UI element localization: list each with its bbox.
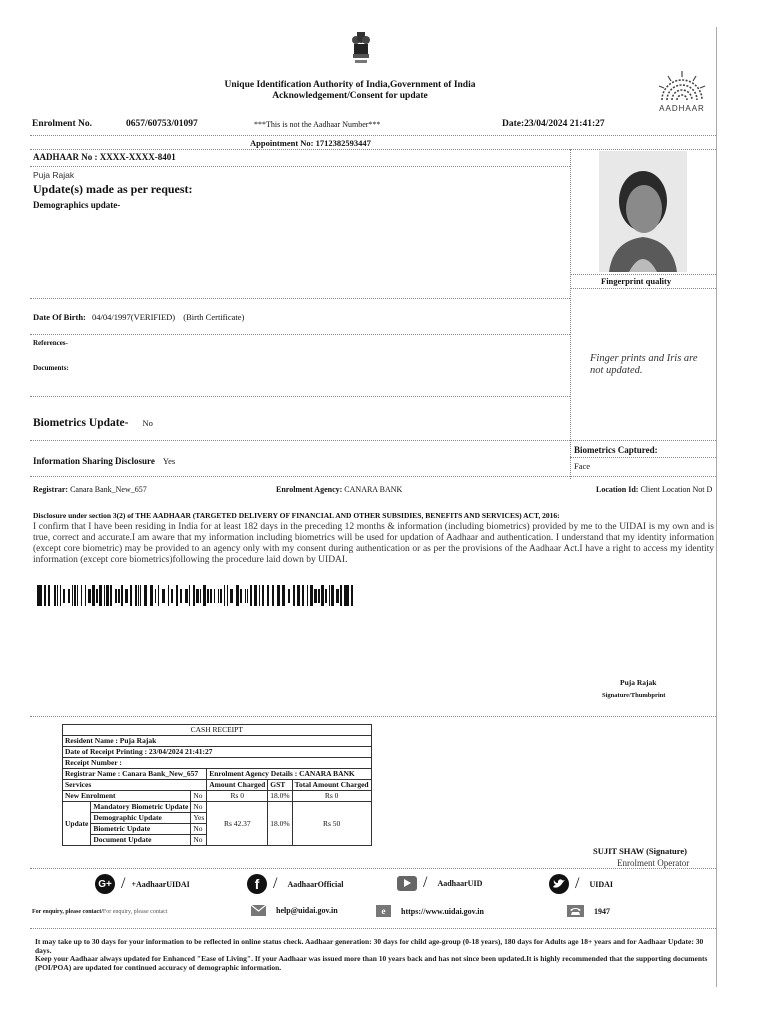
info-sharing-value: Yes: [162, 456, 176, 466]
signature-label: Signature/Thumbprint: [602, 692, 666, 699]
receipt-date: Date of Receipt Printing : 23/04/2024 21:41:27: [63, 747, 372, 758]
dob-label: Date Of Birth:: [33, 312, 86, 322]
biometrics-update-label: Biometrics Update-: [33, 417, 129, 429]
new-enrolment-flag: No: [191, 791, 207, 802]
document-title: Acknowledgement/Consent for update: [272, 91, 428, 101]
dob-value: 04/04/1997(VERIFIED): [92, 312, 176, 322]
location-label: Location Id:: [596, 485, 639, 494]
enrolment-date: Date:23/04/2024 21:41:27: [502, 119, 605, 129]
twitter-icon[interactable]: [549, 874, 569, 894]
enrolment-number: 0657/60753/01097: [126, 119, 198, 129]
biometrics-update-value: No: [142, 418, 153, 428]
biometrics-captured-label: Biometrics Captured:: [574, 445, 658, 455]
email-link[interactable]: help@uidai.gov.in: [276, 906, 338, 915]
fingerprint-note: Finger prints and Iris are not updated.: [590, 353, 698, 376]
update-row-flag: Yes: [191, 813, 207, 824]
update-row-name: Mandatory Biometric Update: [91, 802, 191, 813]
not-aadhaar-note: ***This is not the Aadhaar Number***: [254, 120, 381, 129]
update-row-flag: No: [191, 835, 207, 846]
demographics-update: Demographics update-: [33, 200, 121, 210]
facebook-handle[interactable]: AadhaarOfficial: [287, 879, 344, 889]
footer-line-1: It may take up to 30 days for your information to be reflected in online status check. Aadhaar generation: 30 days for child age-group (0-18 years), 180 days for Adults age 18+ years and for Aadhaar Update: 30 days.: [35, 937, 704, 955]
references-label: References-: [33, 339, 68, 347]
new-enrolment-total: Rs 0: [292, 791, 371, 802]
update-row-name: Document Update: [91, 835, 191, 846]
update-total: Rs 50: [292, 802, 371, 846]
col-gst: GST: [268, 780, 292, 791]
operator-role: Enrolment Operator: [617, 858, 690, 868]
phone-icon: [567, 905, 584, 917]
resident-name: Puja Rajak: [33, 170, 75, 180]
aadhaar-logo-text: AADHAAR: [659, 104, 705, 113]
receipt-registrar: Registrar Name : Canara Bank_New_657: [63, 769, 207, 780]
col-services: Services: [63, 780, 207, 791]
disclosure-heading: Disclosure under section 3(2) of THE AADHAAR (TARGETED DELIVERY OF FINANCIAL AND OTHER SUBSIDIES, BENEFITS AND SERVICES) ACT, 2016:: [33, 511, 560, 520]
col-amount: Amount Charged: [207, 780, 268, 791]
operator-name: SUJIT SHAW (Signature): [593, 846, 687, 856]
info-sharing-label: Information Sharing Disclosure: [33, 456, 155, 466]
enquiry-label: For enquiry, please contact/: [32, 909, 103, 915]
email-icon: [251, 905, 266, 916]
cash-receipt: [62, 724, 372, 846]
biometrics-captured-value: Face: [574, 461, 591, 471]
agency-label: Enrolment Agency:: [276, 485, 343, 494]
receipt-agency: Enrolment Agency Details : CANARA BANK: [207, 769, 371, 780]
phone-number[interactable]: 1947: [594, 906, 610, 916]
enquiry-label-secondary: For enquiry, please contact: [102, 909, 168, 915]
facebook-icon[interactable]: f: [247, 874, 267, 894]
website-link[interactable]: https://www.uidai.gov.in: [401, 906, 484, 916]
youtube-handle[interactable]: AadhaarUID: [437, 878, 483, 888]
update-gst: 18.0%: [268, 802, 292, 846]
update-row-flag: No: [191, 802, 207, 813]
footer-line-2: Keep your Aadhaar always updated for Enhanced "Ease of Living". If your Aadhaar was issued more than 10 years back and has not since been updated.It is highly recommended that the supporting documents (POI/POA) are updated for continued accuracy of demographic information.: [35, 954, 708, 972]
new-enrolment-gst: 18.0%: [268, 791, 292, 802]
disclosure-body: I confirm that I have been residing in India for at least 182 days in the preceding 12 months & information (including biometrics) provided by me to the UIDAI is my own and is true, correct and accurate.I am aware that my information including biometrics will be used for updation of Aadhaar and authentication. I understand that my identity information (except core biometric) may be provided to an agency only with my consent during authentication or as per the provisions of the Aadhaar Act.I have a right to access my identity information (except core biometrics)following the procedure laid down by UIDAI.: [33, 522, 714, 565]
update-label: Update: [63, 802, 91, 846]
registrar-value: Canara Bank_New_657: [70, 485, 147, 494]
signature-name: Puja Rajak: [620, 678, 657, 687]
registrar-label: Registrar:: [33, 485, 69, 494]
website-icon: e: [376, 905, 391, 917]
documents-label: Documents:: [33, 364, 69, 372]
receipt-number: Receipt Number :: [63, 758, 372, 769]
agency-value: CANARA BANK: [344, 485, 403, 494]
update-row-name: Demographic Update: [91, 813, 191, 824]
barcode: [37, 585, 362, 606]
update-row-name: Biometric Update: [91, 824, 191, 835]
update-heading: Update(s) made as per request:: [33, 182, 193, 196]
appointment-number: Appointment No: 1712382593447: [250, 138, 371, 148]
new-enrolment-amount: Rs 0: [207, 791, 268, 802]
update-amount: Rs 42.37: [207, 802, 268, 846]
national-emblem-icon: [350, 30, 372, 66]
new-enrolment-label: New Enrolment: [63, 791, 191, 802]
location-value: Client Location Not D: [640, 485, 713, 494]
fingerprint-quality-label: Fingerprint quality: [601, 276, 672, 286]
enrolment-label: Enrolment No.: [32, 119, 92, 129]
google-plus-handle[interactable]: +AadhaarUIDAI: [131, 879, 190, 889]
youtube-icon[interactable]: [397, 876, 417, 891]
update-row-flag: No: [191, 824, 207, 835]
receipt-title: CASH RECEIPT: [63, 725, 372, 736]
col-total: Total Amount Charged: [292, 780, 371, 791]
org-name: Unique Identification Authority of India,Government of India: [224, 80, 476, 90]
twitter-handle[interactable]: UIDAI: [589, 879, 614, 889]
aadhaar-logo-icon: [654, 68, 710, 112]
aadhaar-masked-number: AADHAAR No : XXXX-XXXX-8401: [33, 152, 176, 162]
resident-photo: [599, 151, 687, 272]
page-right-border: [716, 27, 717, 987]
receipt-resident-name: Resident Name : Puja Rajak: [63, 736, 372, 747]
google-plus-icon[interactable]: G+: [95, 874, 115, 894]
dob-document: (Birth Certificate): [183, 312, 245, 322]
